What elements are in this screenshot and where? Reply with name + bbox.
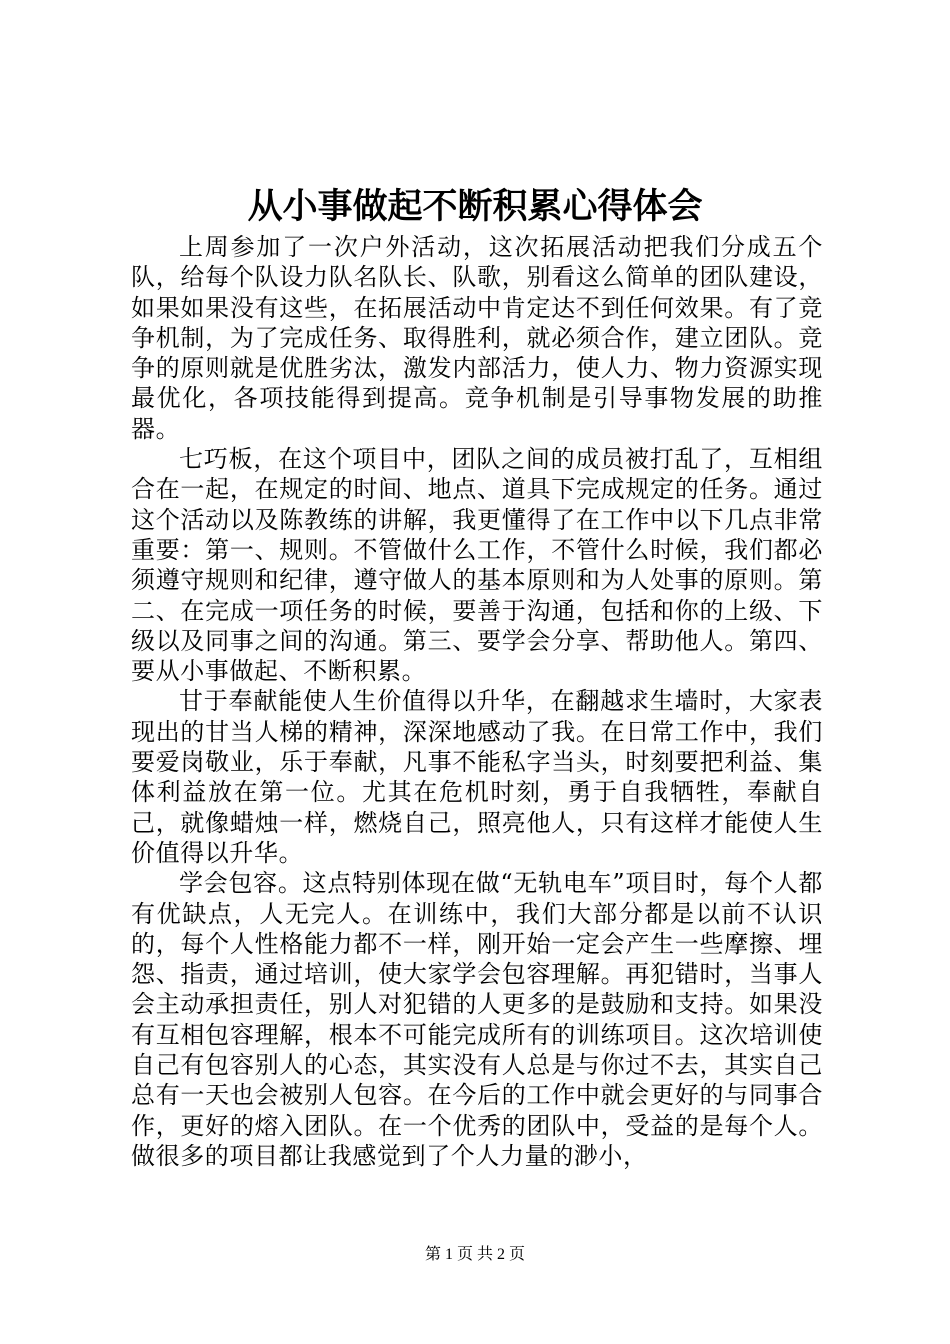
paragraph-team-competition: 上周参加了一次户外活动，这次拓展活动把我们分成五个队，给每个队设力队名队长、队歌，别看这么简单的团队建设，如果如果没有这些，在拓展活动中肯定达不到任何效果。有了竞争机制，为了完成任务、取得胜利，就必须合作，建立团队。竞争的原则就是优胜劣汰，激发内部活力，使人力、物力资源实现最优化，各项技能得到提高。竞争机制是引导事物发展的助推器。 — [131, 233, 823, 443]
paragraph-dedication: 甘于奉献能使人生价值得以升华，在翻越求生墙时，大家表现出的甘当人梯的精神，深深地感动了我。在日常工作中，我们要爱岗敬业，乐于奉献，凡事不能私字当头，时刻要把利益、集体利益放在第一位。尤其在危机时刻，勇于自我牺牲，奉献自己，就像蜡烛一样，燃烧自己，照亮他人，只有这样才能使人生价值得以升华。 — [131, 687, 823, 867]
page-footer: 第 1 页 共 2 页 — [424, 1246, 525, 1263]
paragraph-tolerance: 学会包容。这点特别体现在做“无轨电车”项目时，每个人都有优缺点，人无完人。在训练中，我们大部分都是以前不认识的，每个人性格能力都不一样，刚开始一定会产生一些摩擦、埋怨、指责，通过培训，使大家学会包容理解。再犯错时，当事人会主动承担责任，别人对犯错的人更多的是鼓励和支持。如果没有互相包容理解，根本不可能完成所有的训练项目。这次培训使自己有包容别人的心态，其实没有人总是与你过不去，其实自己总有一天也会被别人包容。在今后的工作中就会更好的与同事合作，更好的熔入团队。在一个优秀的团队中，受益的是每个人。做很多的项目都让我感觉到了个人力量的渺小， — [131, 869, 823, 1170]
document-title: 从小事做起不断积累心得体会 — [247, 186, 703, 227]
paragraph-tangram-project: 七巧板，在这个项目中，团队之间的成员被打乱了，互相组合在一起，在规定的时间、地点、道具下完成规定的任务。通过这个活动以及陈教练的讲解，我更懂得了在工作中以下几点非常重要：第一、规则。不管做什么工作，不管什么时候，我们都必须遵守规则和纪律，遵守做人的基本原则和为人处事的原则。第二、在完成一项任务的时候，要善于沟通，包括和你的上级、下级以及同事之间的沟通。第三、要学会分享、帮助他人。第四、要从小事做起、不断积累。 — [131, 445, 823, 686]
document-body — [131, 232, 823, 1171]
